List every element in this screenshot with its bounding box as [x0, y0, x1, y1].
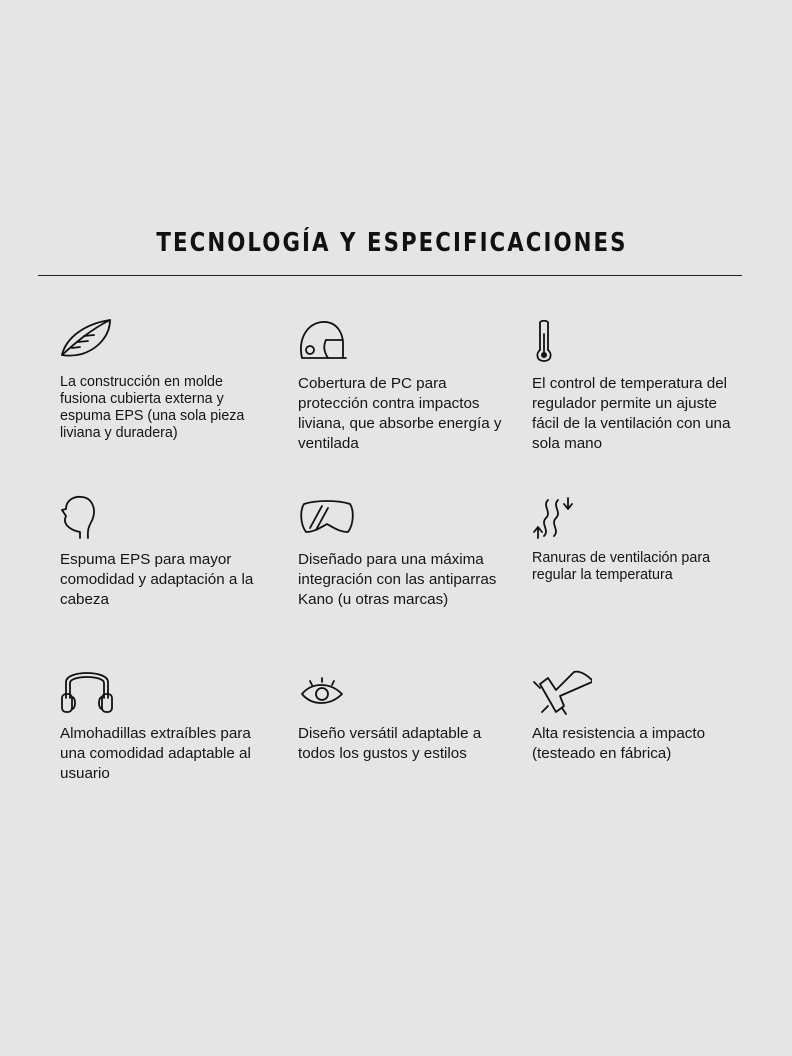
feature-text: Almohadillas extraíbles para una comodidad adaptable al usuario — [60, 725, 251, 782]
impact-hammer-icon — [532, 668, 592, 718]
head-profile-icon — [60, 494, 120, 544]
feature-text: La construcción en molde fusiona cubierta externa y espuma EPS (una sola pieza liviana y duradera) — [60, 374, 245, 441]
thermometer-icon — [532, 318, 592, 368]
title-divider — [38, 275, 742, 276]
helmet-icon — [298, 318, 358, 368]
section-title: TECNOLOGÍA Y ESPECIFICACIONES — [156, 228, 628, 258]
feather-icon — [60, 318, 120, 368]
goggles-icon — [298, 494, 358, 544]
feature-text: Alta resistencia a impacto (testeado en fábrica) — [532, 725, 706, 762]
ear-pads-icon — [60, 668, 120, 718]
feature-text: Espuma EPS para mayor comodidad y adaptación a la cabeza — [60, 551, 254, 608]
eye-icon — [298, 668, 358, 718]
feature-text: Cobertura de PC para protección contra impactos liviana, que absorbe energía y ventilada — [298, 375, 502, 452]
feature-text: Diseño versátil adaptable a todos los gustos y estilos — [298, 725, 482, 762]
feature-text: Ranuras de ventilación para regular la temperatura — [532, 550, 711, 583]
feature-text: El control de temperatura del regulador permite un ajuste fácil de la ventilación con una sola mano — [532, 375, 731, 452]
feature-text: Diseñado para una máxima integración con las antiparras Kano (u otras marcas) — [298, 551, 497, 608]
ventilation-airflow-icon — [532, 494, 592, 544]
